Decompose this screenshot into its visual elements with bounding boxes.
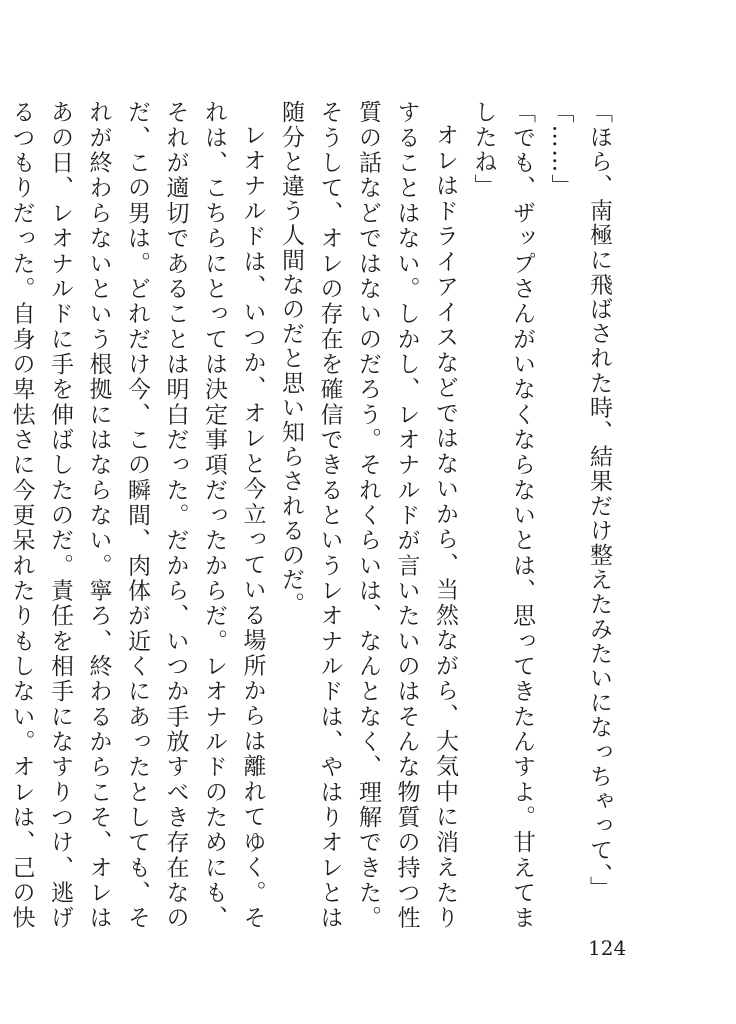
- vertical-text-block: [8, 100, 618, 930]
- dialogue-line: 「でも、ザップさんがいなくならないとは、思ってきたんすよ。甘えてましたね」: [470, 100, 535, 930]
- page-number: 124: [588, 936, 627, 960]
- dialogue-line: 「ほら、南極に飛ばされた時、結果だけ整えたみたいになっちゃって、」: [586, 100, 612, 901]
- narration-paragraph: オレはドライアイスなどではないから、当然ながら、大気中に消えたりすることはない。しかし、レオナルドが言いたいのはそんな物質の持つ性質の話などではないのだろう。それくらいは、なんとなく、理解できた。そうして、オレの存在を確信できるというレオナルドは、やはりオレとは随分と違う人間なのだと思い知らされるのだ。: [278, 100, 458, 930]
- narration-paragraph: レオナルドは、いつか、オレと今立っている場所からは離れてゆく。それは、こちらにとっては決定事項だったからだ。レオナルドのためにも、それが適切であることは明白だった。だから、いつか手放すべき存在なのだ、この男は。どれだけ今、この瞬間、肉体が近くにあったとしても、それが終わらないという根拠にはならない。寧ろ、終わるからこそ、オレはあの日、レオナルドに手を伸ばしたのだ。責任を相手になすりつけ、逃げるつもりだった。自身の卑怯さに今更呆れたりもしない。オレは、己の快: [8, 100, 266, 930]
- dialogue-line: 「……」: [547, 100, 574, 199]
